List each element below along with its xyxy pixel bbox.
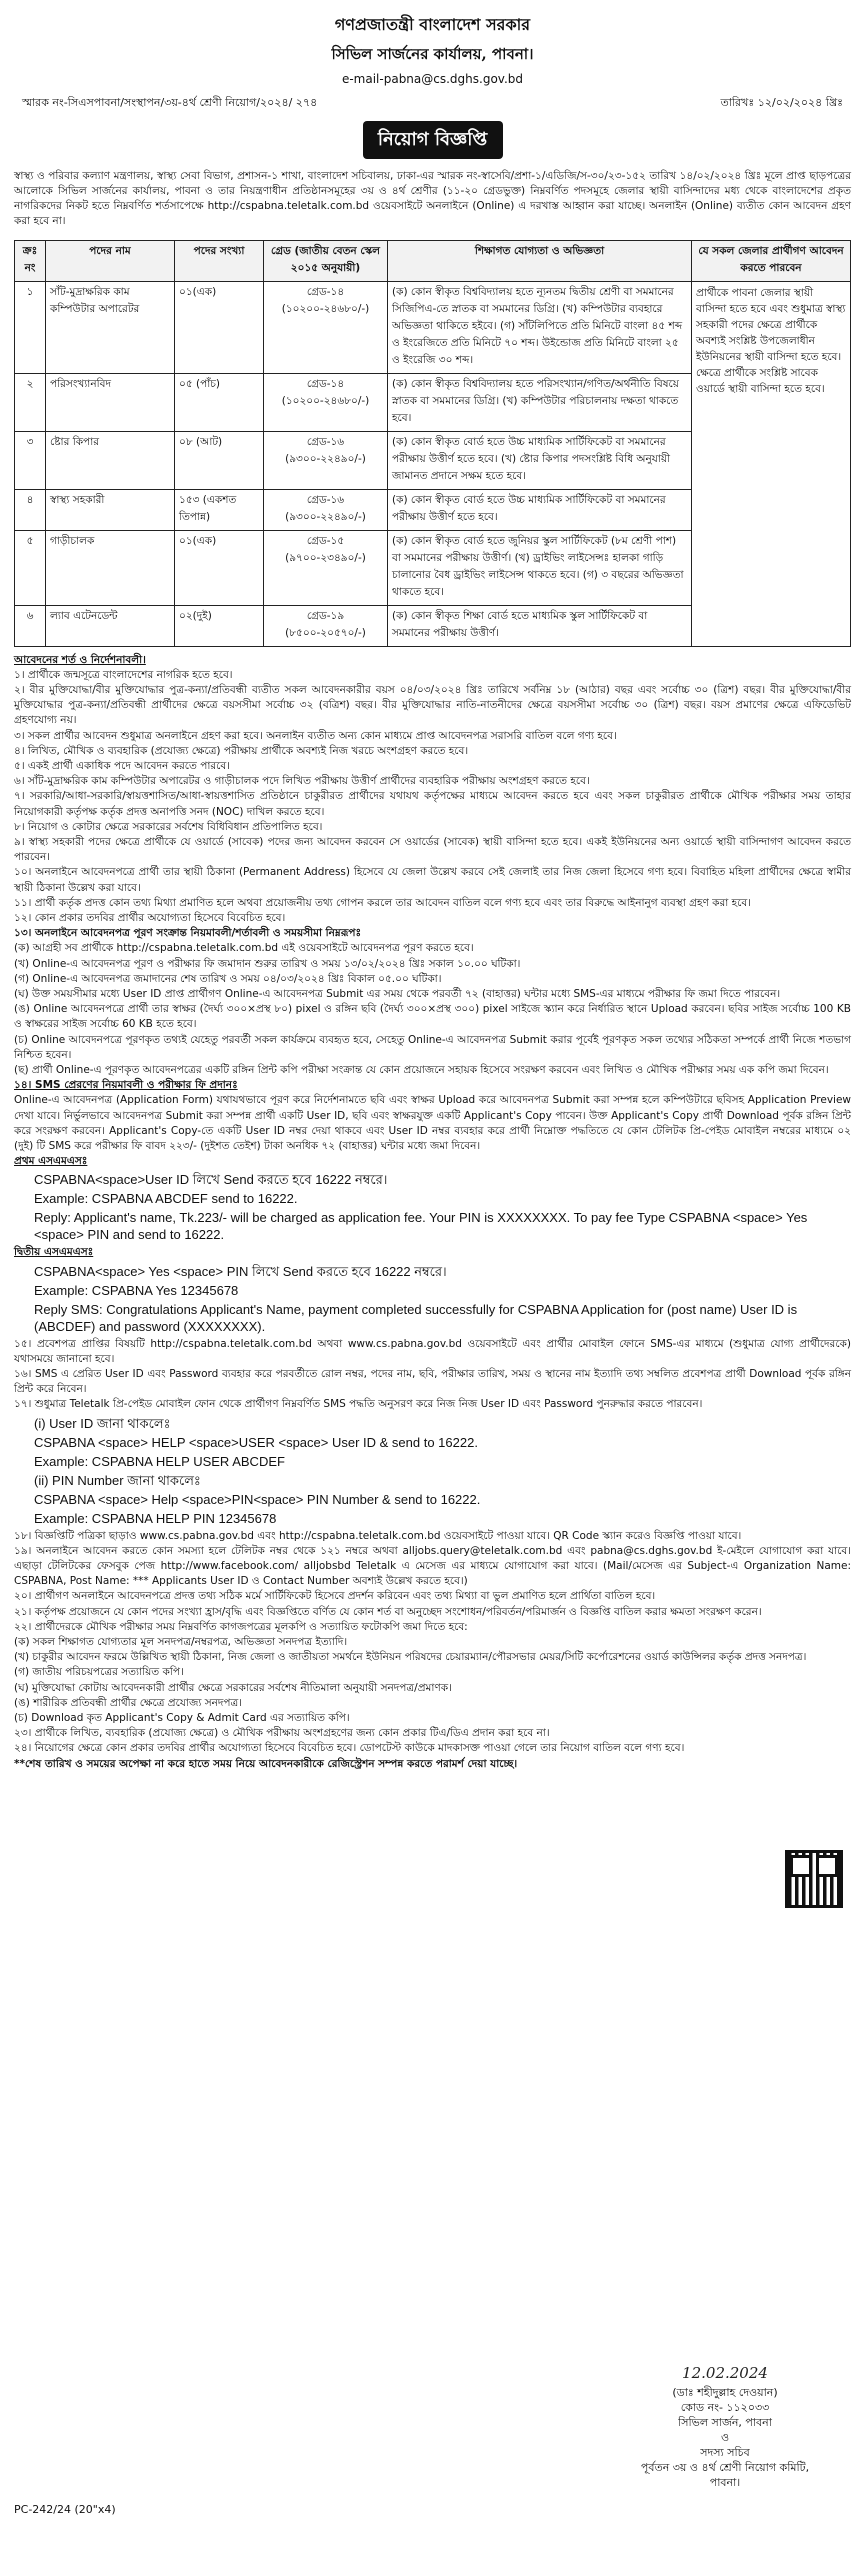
terms-heading: আবেদনের শর্ত ও নির্দেশনাবলী। bbox=[14, 653, 146, 666]
cell-post: গাড়ীচালক bbox=[46, 530, 175, 605]
govt-title: গণপ্রজাতন্ত্রী বাংলাদেশ সরকার bbox=[334, 15, 531, 34]
online-item: (খ) Online-এ আবেদনপত্র পূরণ ও পরীক্ষার ফি জমাদান শুরুর তারিখ ও সময় ১৩/০২/২০২৪ খ্রিঃ সকাল ১০.০০ ঘটিকা। bbox=[14, 957, 521, 970]
sms-heading: ১৪। SMS প্রেরণের নিয়মাবলী ও পরীক্ষার ফি প্রদানঃ bbox=[14, 1079, 238, 1092]
term-item: ৩। সকল প্রার্থীর আবেদন শুধুমাত্র অনলাইনে গ্রহণ করা হবে। অনলাইন ব্যতীত অন্য কোন মাধ্যমে প্রাপ্ত আবেদনপত্র সরাসরি বাতিল বলে গণ্য হবে। bbox=[14, 729, 617, 742]
intro-paragraph: স্বাস্থ্য ও পরিবার কল্যাণ মন্ত্রণালয়, স্বাস্থ্য সেবা বিভাগ, প্রশাসন-১ শাখা, বাংলাদেশ সচিবালয়, ঢাকা-এর স্মারক নং-স্বাসেবি/প্রশা-১/এডিজি/স-৩০/২৩-১৫২ তারিখ ১৪/০২/২০২৪ খ্রিঃ মূলে প্রাপ্ত ছাড়পত্রের আলোকে সিভিল সার্জনের কার্যালয়, পাবনা ও তার নিয়ন্ত্রণাধীন প্রতিষ্ঠানসমূহের ৩য় ও ৪র্থ শ্রেণীর (১১-২০ গ্রেডভুক্ত) নিম্নবর্ণিত পদসমূহে জেলার স্থায়ী বাসিন্দাদের মধ্য থেকে বাংলাদেশের প্রকৃত নাগরিকদের নিকট হতে নিম্নবর্ণিত শর্তসাপেক্ষে http://cspabna.teletalk.com.bd ওয়েবসাইটে অনলাইনে (Online) এ দরখাস্ত আহ্বান করা যাচ্ছে। অনলাইন (Online) ব্যতীত কোন আবেদন গ্রহণ করা হবে না। bbox=[14, 170, 851, 227]
col-header-post: পদের নাম bbox=[46, 240, 175, 281]
online-item: (চ) Online আবেদনপত্রে পূরণকৃত তথ্যই যেহেতু পরবর্তী সকল কার্যক্রমে ব্যবহৃত হবে, সেহেতু Online-এ আবেদনপত্র Submit করার পূর্বেই পূরণকৃত সকল তথ্যের সঠিকতা সম্পর্কে প্রার্থী নিজে শতভাগ নিশ্চিত হবেন। bbox=[14, 1033, 851, 1061]
online-item: (ঘ) উক্ত সময়সীমার মধ্যে User ID প্রাপ্ত প্রার্থীগণ Online-এ আবেদনপত্র Submit এর সময় থেকে পরবর্তী ৭২ (বাহাত্তর) ঘন্টার মধ্যে SMS-এর মাধ্যমে পরীক্ষার ফি জমা দিতে পারবেন। bbox=[14, 987, 781, 1000]
closing-item: ২৪। নিয়োগের ক্ষেত্রে কোন প্রকার তদবির প্রার্থীর অযোগ্যতা হিসেবে বিবেচিত হবে। ডোপটেস্ট কাউকে মাদকাসক্ত পাওয়া গেলে তার নিয়োগ বাতিল বলে গণ্য হবে। bbox=[14, 1742, 685, 1755]
sms-reply: Reply SMS: Congratulations Applicant's Name, payment completed successfully for CSPABNA Application for (post name) User ID is (ABCDEF) and password (XXXXXXXX). bbox=[34, 1301, 798, 1334]
cell-grade: গ্রেড-১৫ (৯৭০০-২৩৪৯০/-) bbox=[264, 530, 388, 605]
cell-sl: ৪ bbox=[15, 489, 46, 530]
cell-sl: ৫ bbox=[15, 530, 46, 605]
help-line: CSPABNA <space> Help <space>PIN<space> PIN Number & send to 16222. bbox=[34, 1491, 481, 1507]
cell-count: ১৫৩ (একশত তিপান্ন) bbox=[175, 489, 264, 530]
office-title: সিভিল সার্জনের কার্যালয়, পাবনা। bbox=[331, 45, 534, 63]
closing-item: (ক) সকল শিক্ষাগত যোগ্যতার মূল সনদপত্র/নম্বরপত্র, অভিজ্ঞতা সনদপত্র ইত্যাদি। bbox=[14, 1636, 348, 1649]
closing-item: (গ) জাতীয় পরিচয়পত্রের সত্যায়িত কপি। bbox=[14, 1666, 184, 1679]
sms-intro: Online-এ আবেদনপত্র (Application Form) যথাযথভাবে পূরণ করে নির্দেশনামতে ছবি এবং স্বাক্ষর Upload করে আবেদনপত্র Submit করা সম্পন্ন হলে কম্পিউটারে ছবিসহ Application Preview দেখা যাবে। নির্ভুলভাবে আবেদনপত্র Submit করা সম্পন্ন প্রার্থী একটি User ID, ছবি এবং স্বাক্ষরযুক্ত একটি Applicant's Copy পাবেন। উক্ত Applicant's Copy প্রার্থী Download পূর্বক রঙ্গিন প্রিন্ট করে সংরক্ষণ করবেন। Applicant's Copy-তে একটি User ID নম্বর দেয়া থাকবে এবং User ID নম্বর ব্যবহার করে প্রার্থী নিম্নোক্ত পদ্ধতিতে যে কোন টেলিটক প্রি-পেইড মোবাইল নম্বরের মাধ্যমে ০২ (দুই) টি SMS করে পরীক্ষার ফি বাবদ ২২৩/- (দুইশত তেইশ) টাকা অনধিক ৭২ (বাহাত্তর) ঘন্টার মধ্যে জমা দিবেন। bbox=[14, 1094, 851, 1152]
closing-item: (ঙ) শারীরিক প্রতিবন্ধী প্রার্থীর ক্ষেত্রে প্রযোজ্য সনদপত্র। bbox=[14, 1696, 243, 1709]
cell-grade: গ্রেড-১৬ (৯৩০০-২২৪৯০/-) bbox=[264, 431, 388, 489]
cell-qualification: (ক) কোন স্বীকৃত বিশ্ববিদ্যালয় হতে পরিসংখ্যান/গণিত/অর্থনীতি বিষয়ে স্নাতক বা সমমানের ডিগ্রি। (খ) কম্পিউটার পরিচালনায় দক্ষতা থাকতে হবে। bbox=[388, 373, 692, 431]
closing-item: (চ) Download কৃত Applicant's Copy & Admit Card এর সত্যায়িত কপি। bbox=[14, 1712, 350, 1725]
header bbox=[14, 12, 851, 86]
closing-item: ২৩। প্রার্থীকে লিখিত, ব্যবহারিক (প্রযোজ্য ক্ষেত্রে) ও মৌখিক পরীক্ষায় অংশগ্রহণের জন্য কোন প্রকার টিএ/ডিএ প্রদান করা হবে না। bbox=[14, 1727, 550, 1740]
sms-second-label: দ্বিতীয় এসএমএসঃ bbox=[14, 1246, 94, 1259]
help-line: CSPABNA <space> HELP <space>USER <space> User ID & send to 16222. bbox=[34, 1434, 478, 1450]
col-header-count: পদের সংখ্যা bbox=[175, 240, 264, 281]
cell-sl: ৬ bbox=[15, 605, 46, 646]
closing-item: (ঘ) মুক্তিযোদ্ধা কোটায় আবেদনকারী প্রার্থীর ক্ষেত্রে সরকারের সর্বশেষ নীতিমালা অনুযায়ী সনদপত্র/প্রমাণক। bbox=[14, 1681, 452, 1694]
col-header-grade: গ্রেড (জাতীয় বেতন স্কেল ২০১৫ অনুযায়ী) bbox=[264, 240, 388, 281]
print-code: PC-242/24 (20"x4) bbox=[14, 2503, 116, 2516]
qr-code-icon[interactable] bbox=[785, 1850, 843, 1908]
cell-count: ০১(এক) bbox=[175, 281, 264, 373]
signature-scribble: 12.02.2024 bbox=[682, 2364, 768, 2382]
term-item: ৯। স্বাস্থ্য সহকারী পদের ক্ষেত্রে প্রার্থীকে যে ওয়ার্ডে (সাবেক) পদের জন্য আবেদন করবেন সে ওয়ার্ডের (সাবেক) স্থায়ী বাসিন্দা হতে হবে। একই ইউনিয়নের অন্য ওয়ার্ডে স্থায়ী বাসিন্দাগণ আবেদন করতে পারবেন। bbox=[14, 835, 851, 864]
signatory-code: কোড নং- ১১২০৩৩ bbox=[680, 2401, 770, 2414]
help-line: (i) User ID জানা থাকলেঃ bbox=[34, 1415, 171, 1431]
signatory-title: সিভিল সার্জন, পাবনা bbox=[678, 2416, 772, 2429]
cell-grade: গ্রেড-১৪ (১০২০০-২৪৬৮০/-) bbox=[264, 373, 388, 431]
cell-qualification: (ক) কোন স্বীকৃত বোর্ড হতে উচ্চ মাধ্যমিক সার্টিফিকেট বা সমমানের পরীক্ষায় উত্তীর্ণ হতে হবে। bbox=[388, 489, 692, 530]
closing-item: ২১। কর্তৃপক্ষ প্রয়োজনে যে কোন পদের সংখ্যা হ্রাস/বৃদ্ধি এবং বিজ্ঞপ্তিতে বর্ণিত যে কোন শর্ত বা অনুচ্ছেদ সংশোধন/পরিবর্তন/পরিমার্জন ও বিজ্ঞপ্তি বাতিল করার ক্ষমতা সংরক্ষণ করেন। bbox=[14, 1605, 762, 1618]
sms-first-label: প্রথম এসএমএসঃ bbox=[14, 1155, 88, 1168]
cell-qualification: (ক) কোন স্বীকৃত বোর্ড হতে উচ্চ মাধ্যমিক সার্টিফিকেট বা সমমানের পরীক্ষায় উত্তীর্ণ হতে হবে। (খ) ষ্টোর কিপার পদসংশ্লিষ্ট বিধি অনুযায়ী জামানত প্রদানে সক্ষম হতে হবে। bbox=[388, 431, 692, 489]
term-item: ১১। প্রার্থী কর্তৃক প্রদত্ত কোন তথ্য মিথ্যা প্রমাণিত হলে অথবা প্রয়োজনীয় তথ্য গোপন করলে তার আবেদন বাতিল বলে গণ্য হবে এবং তার বিরুদ্ধে আইনানুগ ব্যবস্থা গ্রহণ করা হবে। bbox=[14, 896, 752, 909]
cell-post: ল্যাব এটেনডেন্ট bbox=[46, 605, 175, 646]
help-line: Example: CSPABNA HELP PIN 12345678 bbox=[34, 1510, 277, 1526]
cell-sl: ২ bbox=[15, 373, 46, 431]
reference-line bbox=[14, 94, 851, 113]
cell-grade: গ্রেড-১৯ (৮৫০০-২০৫৭০/-) bbox=[264, 605, 388, 646]
office-email: e-mail-pabna@cs.dghs.gov.bd bbox=[341, 72, 524, 86]
closing-item: ১৯। অনলাইনে আবেদন করতে কোন সমস্যা হলে টেলিটক নম্বর থেকে ১২১ নম্বরে অথবা alljobs.query@teletalk.com.bd এবং pabna@cs.dghs.gov.bd ই-মেইলে যোগাযোগ করা যাবে। এছাড়া টেলিটকের ফেসবুক পেজ http://www.facebook.com/ alljobsbd Teletalk এ মেসেজ এর মাধ্যমে যোগাযোগ করা যাবে। (Mail/মেসেজ এর Subject-এ Organization Name: CSPABNA, Post Name: *** Applicants User ID ও Contact Number অবশ্যই উল্লেখ করতে হবে।) bbox=[14, 1544, 851, 1588]
notice-banner: নিয়োগ বিজ্ঞপ্তি bbox=[363, 121, 503, 159]
cell-count: ০৫ (পাঁচ) bbox=[175, 373, 264, 431]
signatory-and: ও bbox=[720, 2431, 730, 2444]
cell-post: ষ্টোর কিপার bbox=[46, 431, 175, 489]
cell-sl: ৩ bbox=[15, 431, 46, 489]
memo-number: স্মারক নং-সিএসপাবনা/সংস্থাপন/৩য়-৪র্থ শ্রেণী নিয়োগ/২০২৪/ ২৭৪ bbox=[22, 96, 318, 109]
cell-count: ০২(দুই) bbox=[175, 605, 264, 646]
cell-qualification: (ক) কোন স্বীকৃত বোর্ড হতে জুনিয়র স্কুল সার্টিফিকেট (৮ম শ্রেণী পাশ) বা সমমানের পরীক্ষায় উত্তীর্ণ। (খ) ড্রাইভিং লাইসেন্সঃ হালকা গাড়ি চালানোর বৈধ ড্রাইভিং লাইসেন্স থাকতে হবে। (গ) ৩ বছরের অভিজ্ঞতা থাকতে হবে। bbox=[388, 530, 692, 605]
table-header-row bbox=[15, 240, 851, 281]
cell-count: ০৮ (আট) bbox=[175, 431, 264, 489]
signature-block bbox=[625, 2366, 825, 2490]
posts-table bbox=[14, 240, 851, 647]
term-item: ২। বীর মুক্তিযোদ্ধা/বীর মুক্তিযোদ্ধার পুত্র-কন্যা/প্রতিবন্ধী ব্যতীত সকল আবেদনকারীর বয়স ০৪/০৩/২০২৪ খ্রিঃ তারিখে সর্বনিম্ন ১৮ (আঠার) বছর এবং সর্বোচ্চ ৩০ (ত্রিশ) বছর। বীর মুক্তিযোদ্ধা/বীর মুক্তিযোদ্ধার পুত্র-কন্যা/প্রতিবন্ধী প্রার্থীদের ক্ষেত্রে বয়সসীমা সর্বোচ্চ ৩২ (বত্রিশ) বছর। বীর মুক্তিযোদ্ধার নাতি-নাতনীদের ক্ষেত্রে বয়সসীমা সর্বোচ্চ ৩০ (ত্রিশ) বছর। বয়স প্রমাণের ক্ষেত্রে এফিডেভিট গ্রহণযোগ্য নয়। bbox=[14, 683, 851, 727]
cell-grade: গ্রেড-১৬ (৯৩০০-২২৪৯০/-) bbox=[264, 489, 388, 530]
after-item: ১৬। SMS এ প্রেরিত User ID এবং Password ব্যবহার করে পরবর্তীতে রোল নম্বর, পদের নাম, ছবি, পরীক্ষার তারিখ, সময় ও স্থানের নাম ইত্যাদি তথ্য সম্বলিত প্রবেশপত্র প্রার্থী Download পূর্বক রঙ্গিন প্রিন্ট করে নিবেন। bbox=[14, 1368, 851, 1396]
term-item: ৬। সাঁট-মুদ্রাক্ষরিক কাম কম্পিউটার অপারেটর ও গাড়ীচালক পদে লিখিত পরীক্ষায় উত্তীর্ণ প্রার্থীদের ব্যবহারিক পরীক্ষায় অংশগ্রহণ করতে হবে। bbox=[14, 775, 590, 788]
cell-grade: গ্রেড-১৪ (১০২০০-২৪৬৮০/-) bbox=[264, 281, 388, 373]
term-item: ১৩। অনলাইনে আবেদনপত্র পূরণ সংক্রান্ত নিয়মাবলী/শর্তাবলী ও সময়সীমা নিম্নরূপঃ bbox=[14, 927, 362, 940]
help-line: Example: CSPABNA HELP USER ABCDEF bbox=[34, 1453, 285, 1469]
closing-item: ২২। প্রার্থীদেরকে মৌখিক পরীক্ষার সময় নিম্নবর্ণিত কাগজপত্রের মূলকপি ও সত্যায়িত ফটোকপি জমা দিতে হবে: bbox=[14, 1620, 468, 1633]
cell-count: ০১(এক) bbox=[175, 530, 264, 605]
term-item: ৮। নিয়োগ ও কোটার ক্ষেত্রে সরকারের সর্বশেষ বিধিবিধান প্রতিপালিত হবে। bbox=[14, 820, 323, 833]
help-line: (ii) PIN Number জানা থাকলেঃ bbox=[34, 1472, 201, 1488]
cell-post: স্বাস্থ্য সহকারী bbox=[46, 489, 175, 530]
term-item: ১০। অনলাইনে আবেদনপত্রে প্রার্থী তার স্থায়ী ঠিকানা (Permanent Address) হিসেবে যে জেলা উল্লেখ করবে সেই জেলাই তার নিজ জেলা হিসেবে গণ্য হবে। বিবাহিত মহিলা প্রার্থীদের ক্ষেত্রে স্বামীর স্থায়ী ঠিকানা উল্লেখ করা যাবে। bbox=[14, 866, 851, 894]
online-item: (ছ) প্রার্থী Online-এ পূরণকৃত আবেদনপত্রের একটি রঙ্গিন প্রিন্ট কপি পরীক্ষা সংক্রান্ত যে কোন প্রয়োজনে সহায়ক হিসেবে সংরক্ষণ করবেন এবং লিখিত ও মৌখিক পরীক্ষার সময় এক কপি জমা দিবেন। bbox=[14, 1063, 829, 1076]
col-header-district: যে সকল জেলার প্রার্থীগণ আবেদন করতে পারবেন bbox=[692, 240, 851, 281]
cell-sl: ১ bbox=[15, 281, 46, 373]
cell-qualification: (ক) কোন স্বীকৃত বিশ্ববিদ্যালয় হতে ন্যূনতম দ্বিতীয় শ্রেণী বা সমমানের সিজিপিএ-তে স্নাতক বা সমমানের ডিগ্রি। (খ) কম্পিউটার ব্যবহারে অভিজ্ঞতা থাকিতে হইবে। (গ) সাঁটলিপিতে প্রতি মিনিটে বাংলা ৪৫ শব্দ ও ইংরেজিতে প্রতি মিনিটে ৭০ শব্দ। উইন্ডোজ প্রতি মিনিটে বাংলা ২৫ ও ইংরেজি ৩০ শব্দ। bbox=[388, 281, 692, 373]
closing-item: ২০। প্রার্থীগণ অনলাইনে আবেদনপত্রে প্রদত্ত তথ্য সঠিক মর্মে সার্টিফিকেট হিসেবে প্রদর্শন করিবেন এবং তথ্য মিথ্যা বা ভুল প্রমাণিত হলে প্রার্থিতা বাতিল হবে। bbox=[14, 1590, 656, 1603]
term-item: ১২। কোন প্রকার তদবির প্রার্থীর অযোগ্যতা হিসেবে বিবেচিত হবে। bbox=[14, 911, 286, 924]
term-item: ৫। একই প্রার্থী একাধিক পদে আবেদন করতে পারবে। bbox=[14, 759, 230, 772]
online-item: (ক) আগ্রহী সব প্রার্থীকে http://cspabna.teletalk.com.bd এই ওয়েবসাইটে আবেদনপত্র পূরণ করতে হবে। bbox=[14, 942, 474, 955]
final-note: **শেষ তারিখ ও সময়ের অপেক্ষা না করে হাতে সময় নিয়ে আবেদনকারীকে রেজিস্ট্রেশন সম্পন্ন করতে পরামর্শ দেয়া যাচ্ছে। bbox=[14, 1757, 518, 1770]
col-header-qualification: শিক্ষাগত যোগ্যতা ও অভিজ্ঞতা bbox=[388, 240, 692, 281]
sms-line: CSPABNA<space> Yes <space> PIN লিখে Send করতে হবে 16222 নম্বরে। bbox=[34, 1263, 447, 1279]
cell-post: পরিসংখ্যানবিদ bbox=[46, 373, 175, 431]
signatory-name: (ডাঃ শহীদুল্লাহ দেওয়ান) bbox=[672, 2386, 778, 2399]
term-item: ৪। লিখিত, মৌখিক ও ব্যবহারিক (প্রযোজ্য ক্ষেত্রে) পরীক্ষায় প্রার্থীকে অবশ্যই নিজ খরচে অংশগ্রহণ করতে হবে। bbox=[14, 744, 469, 757]
after-item: ১৫। প্রবেশপত্র প্রাপ্তির বিষয়টি http://cspabna.teletalk.com.bd অথবা www.cs.pabna.gov.bd ওয়েবসাইটে এবং প্রার্থীর মোবাইল ফোনে SMS-এর মাধ্যমে (শুধুমাত্র যোগ্য প্রার্থীদেরকে) যথাসময়ে জানানো হবে। bbox=[14, 1337, 851, 1365]
online-item: (ঙ) Online আবেদনপত্রে প্রার্থী তার স্বাক্ষর (দৈর্ঘ্য ৩০০×প্রস্থ ৮০) pixel ও রঙ্গিন ছবি (দৈর্ঘ্য ৩০০×প্রস্থ ৩০০) pixel সাইজে স্ক্যান করে নির্ধারিত স্থানে Upload করবেন। ছবির সাইজ সর্বোচ্চ 100 KB ও স্বাক্ষরের সাইজ সর্বোচ্চ 60 KB হতে হবে। bbox=[14, 1003, 851, 1031]
cell-district-quota: প্রার্থীকে পাবনা জেলার স্থায়ী বাসিন্দা হতে হবে এবং শুধুমাত্র স্বাস্থ্য সহকারী পদের ক্ষেত্রে প্রার্থীকে অবশ্যই সংশ্লিষ্ট উপজেলাধীন ইউনিয়নের স্থায়ী বাসিন্দা হতে হবে। ক্ষেত্রে প্রার্থীকে সংশ্লিষ্ট সাবেক ওয়ার্ডে স্থায়ী বাসিন্দা হতে হবে। bbox=[692, 281, 851, 646]
online-item: (গ) Online-এ আবেদনপত্র জমাদানের শেষ তারিখ ও সময় ০৪/০৩/২০২৪ খ্রিঃ বিকাল ০৫.০০ ঘটিকা। bbox=[14, 972, 442, 985]
sms-line: CSPABNA<space>User ID লিখে Send করতে হবে 16222 নম্বরে। bbox=[34, 1172, 388, 1188]
sms-example: Example: CSPABNA Yes 12345678 bbox=[34, 1282, 239, 1298]
memo-date: তারিখঃ ১২/০২/২০২৪ খ্রিঃ bbox=[720, 96, 843, 109]
signatory-role: সদস্য সচিব bbox=[700, 2446, 750, 2459]
table-row bbox=[15, 281, 851, 373]
term-item: ৭। সরকারি/আধা-সরকারি/স্বায়ত্তশাসিত/আধা-স্বায়ত্তশাসিত প্রতিষ্ঠানে চাকুরীরত প্রার্থীদের যথাযথ কর্তৃপক্ষের মাধ্যমে আবেদন করতে হবে এবং সকল চাকুরীরত প্রার্থীকে মৌখিক পরীক্ষার সময় তাহার নিয়োগকারী কর্তৃপক্ষ কর্তৃক প্রদত্ত অনাপত্তি সনদ (NOC) দাখিল করতে হবে। bbox=[14, 790, 851, 818]
signatory-committee: পূর্বতন ৩য় ও ৪র্থ শ্রেণী নিয়োগ কমিটি, পাবনা। bbox=[640, 2461, 810, 2489]
term-item: ১। প্রার্থীকে জন্মসূত্রে বাংলাদেশের নাগরিক হতে হবে। bbox=[14, 668, 233, 681]
cell-qualification: (ক) কোন স্বীকৃত শিক্ষা বোর্ড হতে মাধ্যমিক স্কুল সার্টিফিকেট বা সমমানের পরীক্ষায় উত্তীর্ণ। bbox=[388, 605, 692, 646]
terms-section bbox=[14, 653, 851, 1772]
closing-item: ১৮। বিজ্ঞপ্তিটি পত্রিকা ছাড়াও www.cs.pabna.gov.bd এবং http://cspabna.teletalk.com.bd ওয়েবসাইটে পাওয়া যাবে। QR Code স্ক্যান করেও বিজ্ঞপ্তি পাওয়া যাবে। bbox=[14, 1529, 742, 1542]
closing-item: (খ) চাকুরীর আবেদন ফরমে উল্লিখিত স্থায়ী ঠিকানা, নিজ জেলা ও জাতীয়তা সমর্থনে ইউনিয়ন পরিষদের চেয়ারম্যান/পৌরসভার মেয়র/সিটি কর্পোরেশনের ওয়ার্ড কাউন্সিলর কর্তৃক প্রদত্ত সনদপত্র। bbox=[14, 1651, 807, 1664]
after-item: ১৭। শুধুমাত্র Teletalk প্রি-পেইড মোবাইল ফোন থেকে প্রার্থীগণ নিম্নবর্ণিত SMS পদ্ধতি অনুসরণ করে নিজ নিজ User ID এবং Password পুনরুদ্ধার করতে পারবেন। bbox=[14, 1398, 703, 1411]
sms-reply: Reply: Applicant's name, Tk.223/- will be charged as application fee. Your PIN is XXXXXXXX. To pay fee Type CSPABNA <space> Yes <space> PIN and send to 16222. bbox=[34, 1210, 808, 1243]
sms-example: Example: CSPABNA ABCDEF send to 16222. bbox=[34, 1191, 298, 1207]
col-header-sl: ক্রঃ নং bbox=[15, 240, 46, 281]
cell-post: সাঁট-মুদ্রাক্ষরিক কাম কম্পিউটার অপারেটর bbox=[46, 281, 175, 373]
